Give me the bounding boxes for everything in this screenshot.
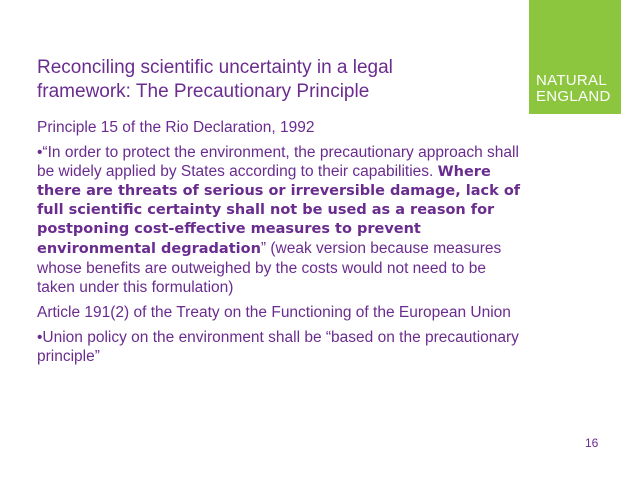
rio-quote-emphasis-start: Where xyxy=(437,164,491,180)
natural-england-logo xyxy=(529,0,621,114)
rio-declaration-heading: Principle 15 of the Rio Declaration, 1992 xyxy=(37,119,315,136)
rio-quote-line-7: whose benefits are outweighed by the costs would not need to be xyxy=(37,260,486,277)
logo-text-england: ENGLAND xyxy=(536,88,611,105)
rio-quote-line-8: taken under this formulation) xyxy=(37,279,234,296)
rio-quote-line-6 xyxy=(37,239,597,259)
rio-quote-emphasis-line-1: there are threats of serious or irreversible damage, lack of xyxy=(37,183,521,199)
slide-body xyxy=(37,118,597,366)
union-policy-line-1: •Union policy on the environment shall be “based on the precautionary xyxy=(37,329,519,346)
logo-text-natural: NATURAL xyxy=(536,72,607,89)
page-number: 16 xyxy=(585,436,599,450)
rio-quote-line-1: •“In order to protect the environment, the precautionary approach shall xyxy=(37,144,519,161)
rio-quote-emphasis-end: environmental degradation xyxy=(37,241,261,257)
rio-quote-line-6-text: ” (weak version because measures xyxy=(260,240,502,257)
rio-quote-line-2-text: be widely applied by States according to their capabilities. xyxy=(37,163,438,180)
slide-title xyxy=(37,56,497,104)
union-policy-line-2: principle” xyxy=(37,348,100,365)
rio-quote-emphasis-line-2: full scientific certainty shall not be used as a reason for xyxy=(37,202,495,218)
rio-quote-emphasis-line-3: postponing cost-effective measures to prevent xyxy=(37,221,421,237)
slide-title-line-1: Reconciling scientific uncertainty in a legal xyxy=(37,57,393,78)
rio-quote-line-2 xyxy=(37,162,597,182)
slide-title-line-2: framework: The Precautionary Principle xyxy=(37,81,370,102)
treaty-article-heading: Article 191(2) of the Treaty on the Functioning of the European Union xyxy=(37,304,511,321)
